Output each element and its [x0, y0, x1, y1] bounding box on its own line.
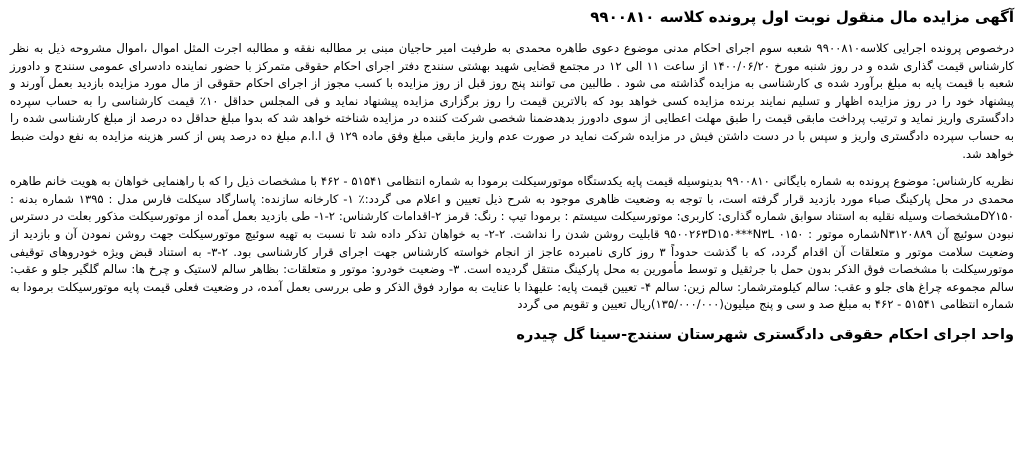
- notice-title: آگهی مزایده مال منقول نوبت اول پرونده کلاسه ۹۹۰۰۸۱۰: [590, 8, 1014, 26]
- expert-opinion-paragraph: نظریه کارشناس: موضوع پرونده به شماره بایگانی ۹۹۰۰۸۱۰ بدینوسیله قیمت پایه یکدستگاه موتورسیکلت برمودا به شماره انتظامی ۵۱۵۴۱ - ۴۶۲ با مشخصات ذیل را که با راهنمایی خواهان به هویت خانم طاهره محمدی در محل پارکینگ صباء مورد بازدید قرار گرفته است، با توجه به وضعیت ظاهری موجود به شرح ذیل تعیین و اعلام می گردد:٪ ۱- کارخانه سازنده: پاسارگاد سیکلت فارس مدل : ۱۳۹۵ شماره بدنه : DY۱۵۰مشخصات وسیله نقلیه به استناد سوابق شماره گذاری: کاربری: موتورسیکلت سیستم : برمودا تیپ : رنگ: قرمز ۲-اقدامات کارشناس: ۲-۱- طی بازدید بعمل آمده از موتورسیکلت مذکور بعلت در دسترس نبودن سوئیچ آن N۳۱۲۰۸۸۹شماره موتور : ۰۱۵۰ ۹۵۰۰۲۶۳D۱۵۰***N۳L قابلیت روشن شدن را نداشت. ۲-۲- به خواهان تذکر داده شد تا نسبت به تهیه سوئیچ موتورسیکلت جهت روشن نمودن آن و بازدید از وضعیت سلامت موتور و متعلقات آن اقدام گردد، که با گذشت حدوداً ۳ روز کاری نامبرده عاجز از انجام خواسته کارشناس جهت اجرای قرار کارشناسی بود. ۲-۳- به استناد قبض ویژه خودروهای توقیفی موتورسیکلت با مشخصات فوق الذکر بدون حمل با جرثقیل و توسط مأمورین به محل پارکینگ منتقل گردیده است. ۳- وضعیت خودرو: موتور و متعلقات: بظاهر سالم لاستیک و چرخ ها: سالم گلگیر جلو و عقب: سالم مجموعه چراغ های جلو و عقب: سالم کیلومترشمار: سالم زین: سالم ۴- تعیین قیمت پایه: علیهذا با عنایت به موارد فوق الذکر و طی بررسی بعمل آمده، در وضعیت فعلی قیمت پایه موتورسیکلت برمودا به شماره انتظامی ۵۱۵۴۱ - ۴۶۲ به مبلغ صد و سی و پنج میلیون(۱۳۵/۰۰۰/۰۰۰)ریال تعیین و تقویم می گردد: [10, 174, 1015, 312]
- issuing-office: واحد اجرای احکام حقوقی دادگستری شهرستان سنندج-سینا گل چیدره: [516, 326, 1014, 343]
- auction-terms-paragraph: درخصوص پرونده اجرایی کلاسه۹۹۰۰۸۱۰ شعبه سوم اجرای احکام مدنی موضوع دعوی طاهره محمدی به طرفیت امیر حاجیان مبنی بر مطالبه نفقه و مطالبه اجرت المثل اموال ،اموال مشروحه ذیل به نظر کارشناس قیمت گذاری شده و در روز شنبه مورخ ۱۴۰۰/۰۶/۲۰ از ساعت ۱۱ الی ۱۲ در مجتمع قضایی شهید بهشتی سنندج دفتر اجرای احکام حقوقی متمرکز با حضور نماینده دادسرای عمومی سنندج و دادورز شعبه با قیمت پایه به مبلغ برآورد شده ی کارشناسی به مزایده گذاشته می شود . طالبین می توانند پنج روز قبل از روز مزایده با کسب مجوز از اجرای احکام حقوقی از مال مورد مزایده بازدید بعمل آورند و پیشنهاد خود را در روز مزایده اظهار و تسلیم نمایند برنده مزایده کسی خواهد بود که بالاترین قیمت را روز برگزاری مزایده پیشنهاد نماید و فی المجلس حداقل ۱۰٪ قیمت کارشناسی را به حساب سپرده دادگستری واریز نماید و ترتیب پرداخت مابقی قیمت را طبق مهلت اعطایی از سوی دادورز بدهدضمنا شخصی شرکت کننده در مزایده شناخته خواهد شد که بدوا مبلغ حداقل ده درصد از مبلغ کارشناسی شده را به حساب سپرده دادگستری واریز و سپس با در دست داشتن فیش در مزایده شرکت نماید در صورت عدم واریز مابقی مبلغ وفق ماده ۱۲۹ ق ا.ا.م مبلغ ده درصد پس از کسر هزینه مزایده به نفع دولت ضبط خواهد شد.: [10, 41, 1014, 161]
